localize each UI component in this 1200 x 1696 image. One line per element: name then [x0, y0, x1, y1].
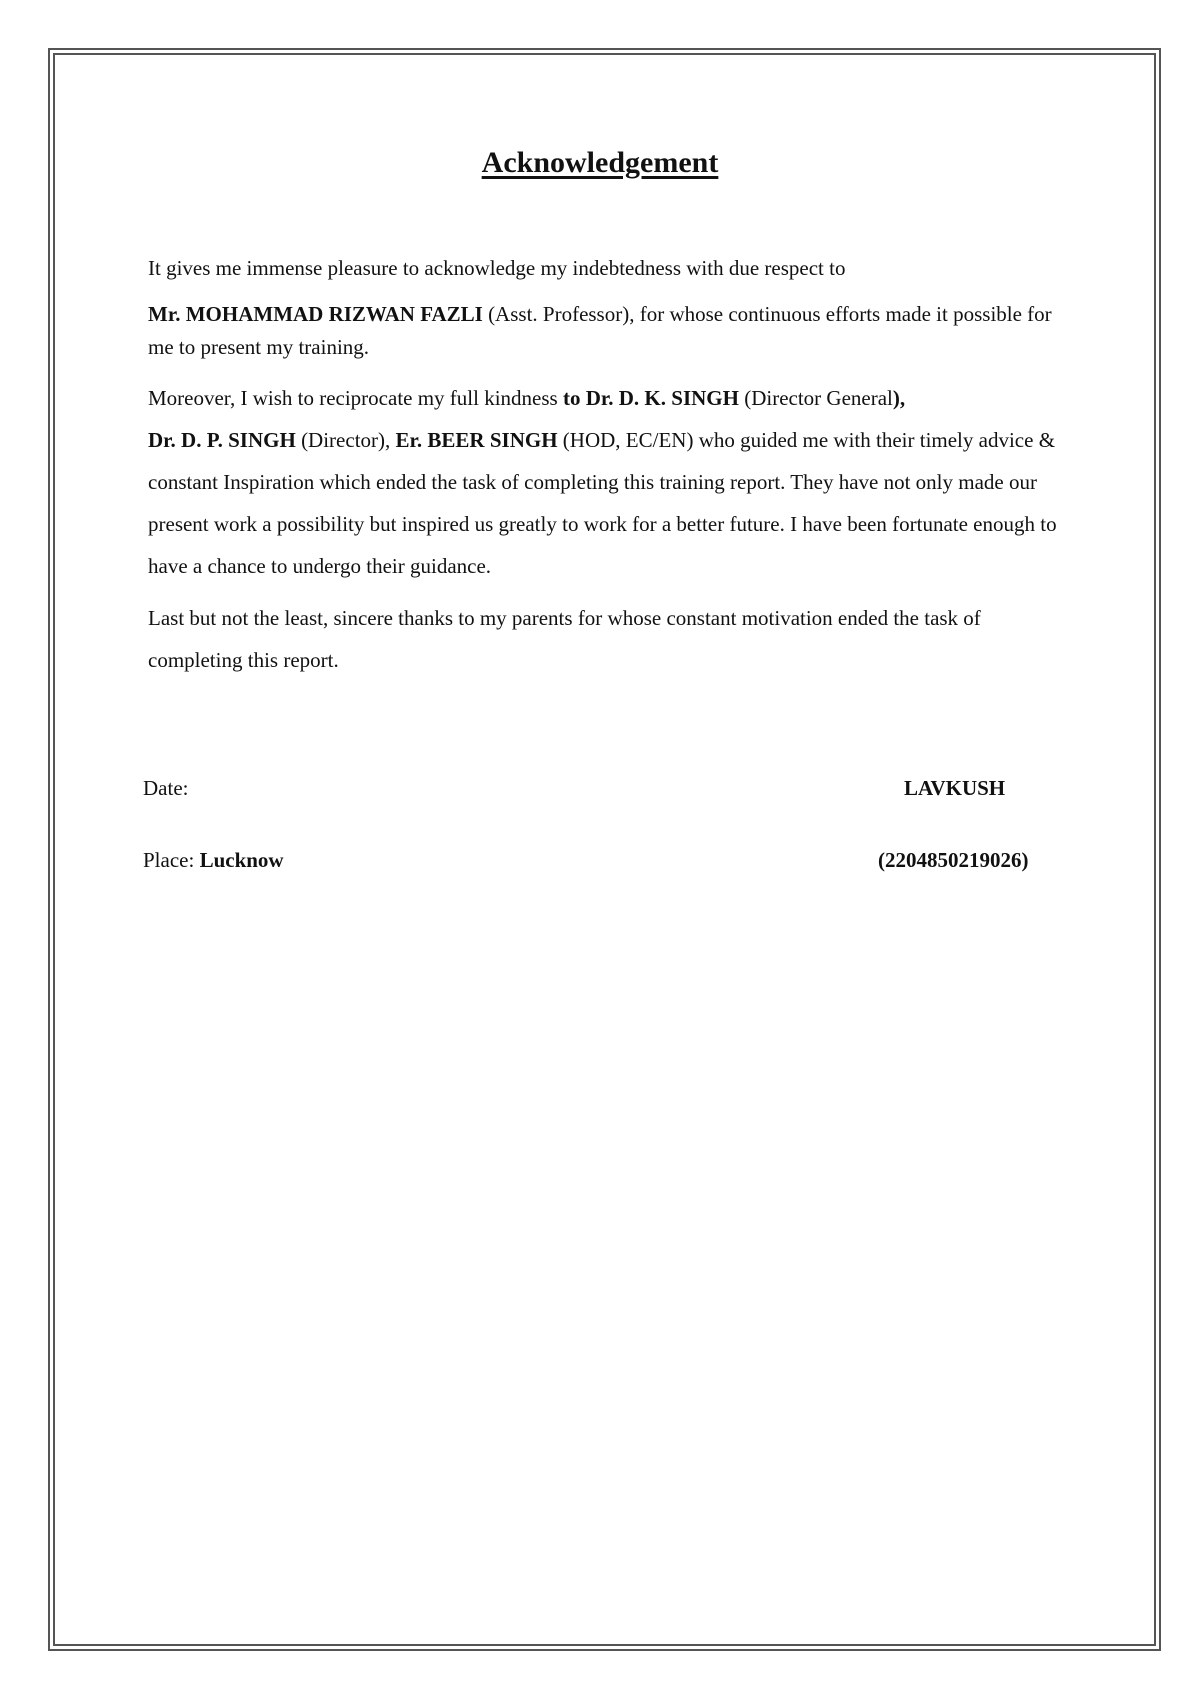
- hod-name: Er. BEER SINGH: [395, 428, 558, 452]
- roll-number: (2204850219026): [878, 848, 1029, 872]
- director-general-name: to Dr. D. K. SINGH: [562, 386, 739, 410]
- page-title: Acknowledgement: [481, 146, 719, 179]
- place-value: Lucknow: [199, 848, 284, 872]
- director-name: Dr. D. P. SINGH: [148, 428, 296, 452]
- parents-text: Last but not the least, sincere thanks to my parents for whose constant motivation ended the task of completing this report.: [148, 606, 981, 672]
- thanks-bold-punct: ),: [892, 386, 906, 410]
- thanks-text-1: Moreover, I wish to reciprocate my full kindness: [148, 386, 563, 410]
- author-name: LAVKUSH: [904, 776, 1006, 800]
- paragraph-guide: [148, 298, 1068, 364]
- place-label: Place:: [143, 848, 200, 872]
- intro-text: It gives me immense pleasure to acknowledge my indebtedness with due respect to: [148, 256, 846, 280]
- guide-text: (Asst. Professor), for whose continuous efforts made it possible for me to present my training.: [148, 302, 1052, 359]
- paragraph-parents: [148, 597, 1068, 681]
- date-label: Date:: [143, 776, 189, 800]
- paragraph-thanks: [148, 377, 1068, 587]
- thanks-text-3: (Director),: [295, 428, 396, 452]
- thanks-text-2: (Director General: [738, 386, 893, 410]
- place-line: [143, 848, 284, 873]
- guide-name: Mr. MOHAMMAD RIZWAN FAZLI: [148, 302, 483, 326]
- paragraph-intro: [148, 247, 1068, 289]
- thanks-text-4: (HOD, EC/EN) who guided me with their timely advice & constant Inspiration which ended the task of completing this training report. They have not only made our present work a possibility but inspired us greatly to work for a better future. I have been fortunate enough to have a chance to undergo their guidance.: [148, 428, 1057, 578]
